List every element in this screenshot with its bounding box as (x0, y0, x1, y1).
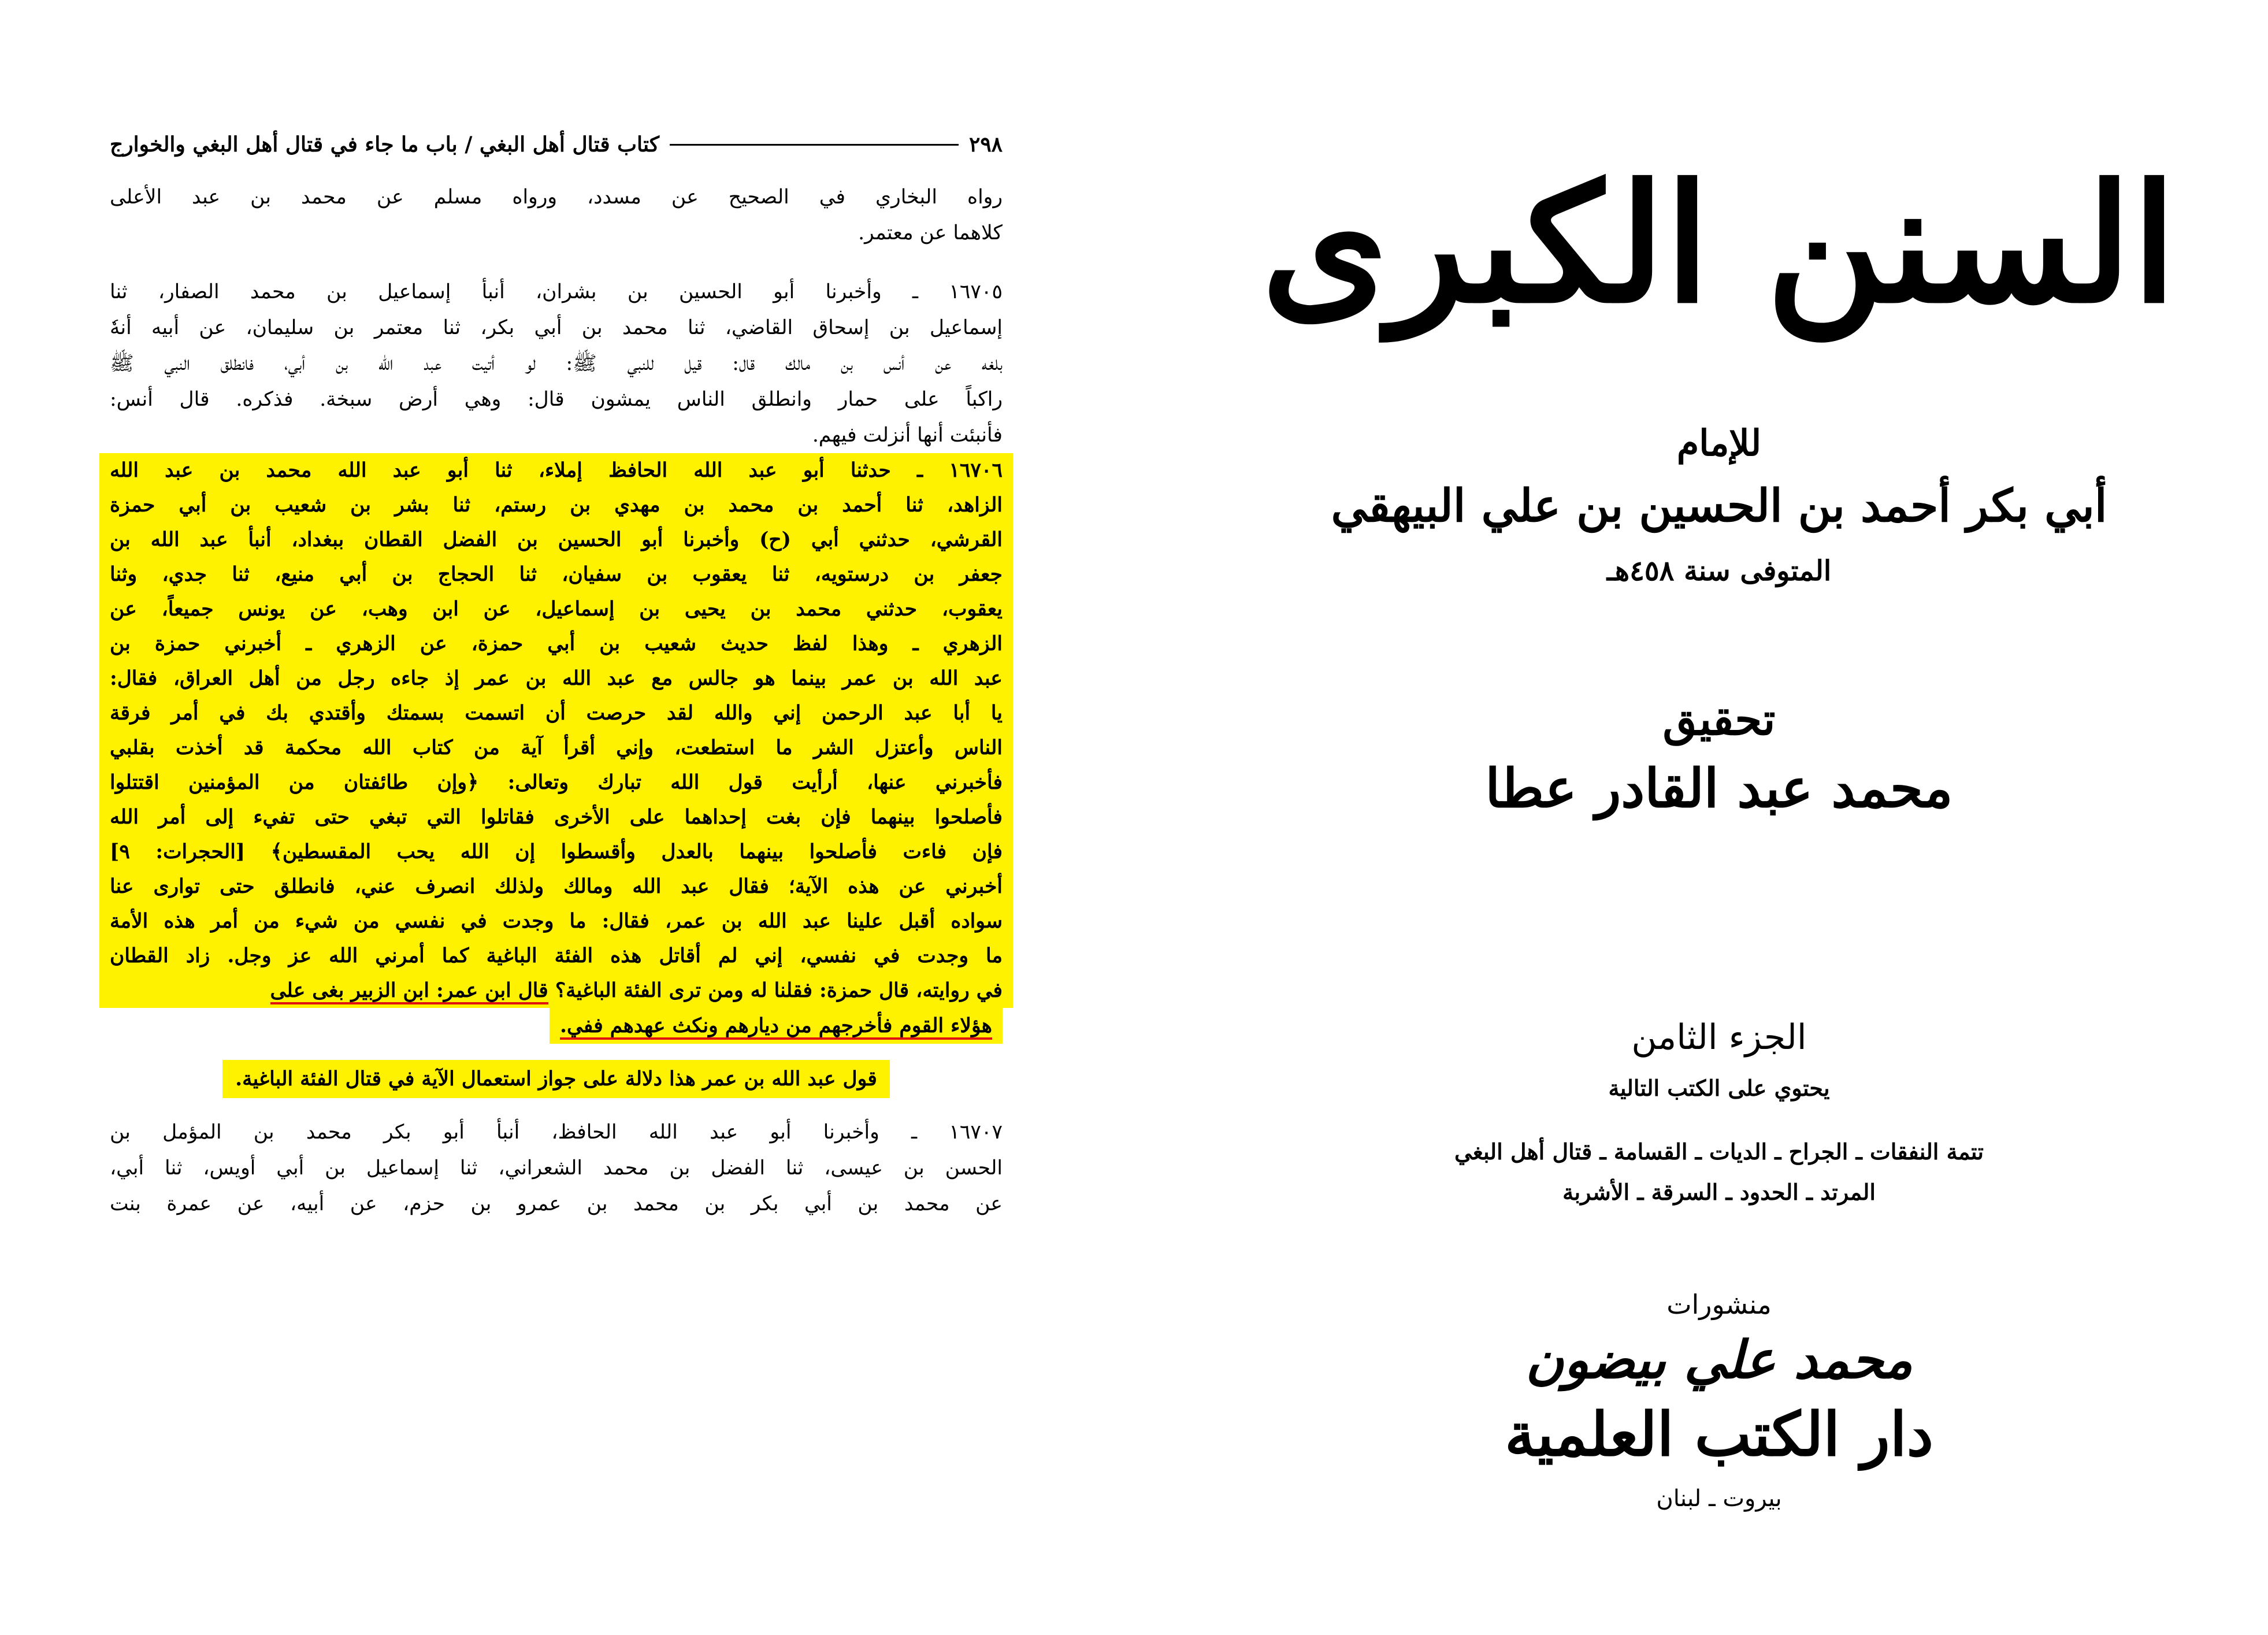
text-line: الحسن بن عيسى، ثنا الفضل بن محمد الشعراني، ثنا إسماعيل بن أبي أويس، ثنا أبي، (110, 1156, 1003, 1180)
intro-paragraph (110, 179, 1003, 251)
editor-name: محمد عبد القادر عطا (1485, 757, 1953, 820)
text-line: عن محمد بن أبي بكر بن محمد بن عمرو بن حزم، عن أبيه، عن عمرة بنت (110, 1192, 1003, 1215)
text-line: ١٦٧٠٧ ـ وأخبرنا أبو عبد الله الحافظ، أنبأ أبو بكر محمد بن المؤمل بن (110, 1121, 1003, 1144)
volume-description: يحتوي على الكتب التالية (1608, 1075, 1830, 1101)
publisher-label: منشورات (1666, 1289, 1772, 1320)
text-line: يا أبا عبد الرحمن إني والله لقد حرصت أن اتسمت بسمتك وأقتدي بك في أمر فرقة (110, 702, 1003, 725)
text-line: عبد الله بن عمر بينما هو جالس مع عبد الله بن عمر إذ جاءه رجل من أهل العراق، فقال: (110, 667, 1003, 690)
plain-segment: في روايته، قال حمزة: فقلنا له ومن ترى الفئة الباغية؟ (555, 979, 1003, 1002)
text-line: الناس وأعتزل الشر ما استطعت، وإني أقرأ آية من كتاب الله محكمة قد أخذت بقلبي (110, 736, 1003, 759)
text-line: رواه البخاري في الصحيح عن مسدد، ورواه مسلم عن محمد بن عبد الأعلى (110, 186, 1003, 209)
publisher-person: محمد علي بيضون (1525, 1329, 1913, 1391)
title-page (1261, 116, 2177, 1560)
text-line: جعفر بن درستويه، ثنا يعقوب بن سفيان، ثنا الحجاج بن أبي منيع، ثنا جدي، وثنا (110, 563, 1003, 586)
contents-line-2: المرتد ـ الحدود ـ السرقة ـ الأشربة (1562, 1179, 1876, 1205)
text-line: يعقوب، حدثني محمد بن يحيى بن إسماعيل، عن ابن وهب، عن يونس جميعاً، عن (110, 598, 1003, 621)
text-line: ما وجدت في نفسي، إني لم أقاتل هذه الفئة الباغية كما أمرني الله عز وجل. زاد القطان (110, 944, 1003, 967)
death-date: المتوفى سنة ٤٥٨هـ (1606, 555, 1832, 587)
text-line: الزاهد، ثنا أحمد بن محمد بن مهدي بن رستم، ثنا بشر بن شعيب بن أبي حمزة (110, 494, 1003, 517)
text-line: إسماعيل بن إسحاق القاضي، ثنا محمد بن أبي بكر، ثنا معتمر بن سليمان، عن أبيه أنهٗ (110, 316, 1003, 339)
tahqiq-label: تحقيق (1662, 694, 1776, 745)
imam-label: للإمام (1676, 422, 1762, 464)
text-line: سواده أقبل علينا عبد الله بن عمر، فقال: ما وجدت في نفسي من شيء من أمر هذه الأمة (110, 910, 1003, 933)
running-head-rule (670, 144, 959, 146)
publisher-house: دار الكتب العلمية (1505, 1399, 1933, 1470)
hadith-16705 (110, 274, 1003, 453)
body-text (110, 179, 1003, 1222)
running-head-title: كتاب قتال أهل البغي / باب ما جاء في قتال أهل البغي والخوارج (110, 132, 660, 157)
text-line: فأنبئت أنها أنزلت فيهم. (812, 424, 1003, 447)
text-line (550, 1008, 1003, 1044)
hadith-16706-highlight (99, 453, 1013, 1008)
text-line: كلاهما عن معتمر. (858, 221, 1003, 244)
page-number: ٢٩٨ (968, 132, 1003, 157)
publisher-city: بيروت ـ لبنان (1656, 1485, 1782, 1512)
hadith-16707 (110, 1114, 1003, 1222)
text-line: أخبرني عن هذه الآية؛ فقال عبد الله ومالك ولذلك انصرف عني، فانطلق حتى توارى عنا (110, 875, 1003, 898)
book-title-text: السنن الكبرى (1261, 149, 2177, 339)
book-title-calligraphy (1261, 127, 2177, 370)
underlined-segment: قال ابن عمر: ابن الزبير بغى على (270, 979, 548, 1004)
highlight-tail-row (110, 1008, 1003, 1044)
text-line: ١٦٧٠٥ ـ وأخبرنا أبو الحسين بن بشران، أنبأ إسماعيل بن محمد الصفار، ثنا (110, 280, 1003, 303)
running-head (110, 127, 1003, 162)
text-line: ١٦٧٠٦ ـ حدثنا أبو عبد الله الحافظ إملاء، ثنا أبو عبد الله محمد بن عبد الله (110, 459, 1003, 482)
text-line: راكباً على حمار وانطلق الناس يمشون قال: وهي أرض سبخة. فذكره. قال أنس: (110, 388, 1003, 411)
volume-label: الجزء الثامن (1631, 1017, 1807, 1058)
contents-line-1: تتمة النفقات ـ الجراح ـ الديات ـ القسامة ـ قتال أهل البغي (1454, 1139, 1984, 1165)
author-name: أبي بكر أحمد بن الحسين بن علي البيهقي (1331, 480, 2107, 532)
underlined-segment: هؤلاء القوم فأخرجهم من ديارهم ونكث عهدهم ففي. (560, 1014, 992, 1040)
text-line: الزهري ـ وهذا لفظ حديث شعيب بن أبي حمزة، عن الزهري ـ أخبرني حمزة بن (110, 632, 1003, 655)
text-line: بلغه عن أنس بن مالك قال: قيل للنبي ﷺ: لو أتيت عبد الله بن أبي، فانطلق النبي ﷺ (110, 352, 1003, 375)
text-line: فأخبرني عنها، أرأيت قول الله تبارك وتعالى: ﴿وإن طائفتان من المؤمنين اقتتلوا (110, 771, 1003, 794)
calligraphy-svg (1261, 127, 2177, 370)
text-line-underlined (110, 973, 1003, 1008)
left-page (110, 116, 1003, 1560)
conclusion-row (110, 1060, 1003, 1098)
conclusion-highlight: قول عبد الله بن عمر هذا دلالة على جواز استعمال الآية في قتال الفئة الباغية. (222, 1060, 890, 1098)
text-line: فإن فاءت فأصلحوا بينهما بالعدل وأقسطوا إن الله يحب المقسطين﴾ [الحجرات: ٩] (110, 840, 1003, 863)
text-line: القرشي، حدثني أبي (ح) وأخبرنا أبو الحسين بن الفضل القطان ببغداد، أنبأ عبد الله بن (110, 528, 1003, 551)
text-line: فأصلحوا بينهما فإن بغت إحداهما على الأخرى فقاتلوا التي تبغي حتى تفيء إلى أمر الله (110, 806, 1003, 829)
